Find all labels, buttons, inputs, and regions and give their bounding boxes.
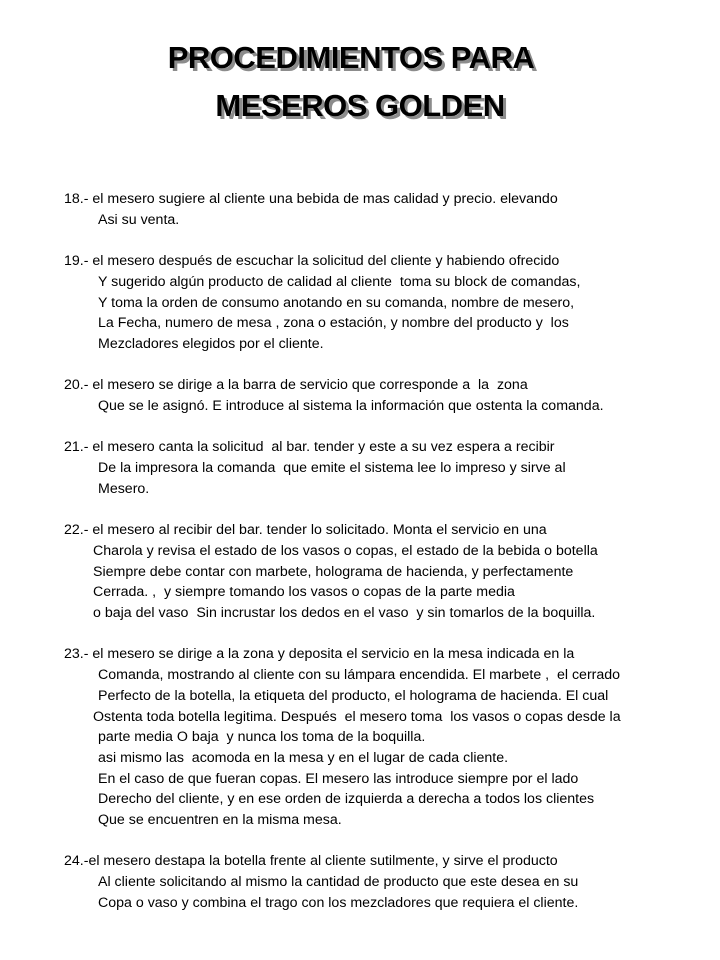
procedure-line: De la impresora la comanda que emite el sistema lee lo impreso y sirve al [98, 460, 566, 477]
procedure-item-18 [64, 189, 704, 230]
procedure-line: 18.- el mesero sugiere al cliente una bebida de mas calidad y precio. elevando [64, 191, 558, 207]
procedure-line: Al cliente solicitando al mismo la cantidad de producto que este desea en su [98, 874, 579, 891]
procedure-line: La Fecha, numero de mesa , zona o estación, y nombre del producto y los [98, 315, 569, 332]
procedure-line: parte media O baja y nunca los toma de la boquilla. [98, 729, 426, 746]
procedure-item-23 [64, 644, 704, 830]
procedure-line: o baja del vaso Sin incrustar los dedos en el vaso y sin tomarlos de la boquilla. [93, 605, 596, 621]
procedure-list [64, 189, 704, 934]
procedure-line: 24.-el mesero destapa la botella frente al cliente sutilmente, y sirve el producto [64, 853, 558, 870]
procedure-item-21 [64, 437, 704, 499]
procedure-item-22 [64, 520, 704, 624]
procedure-line: asi mismo las acomoda en la mesa y en el lugar de cada cliente. [98, 749, 509, 766]
procedure-line: Copa o vaso y combina el trago con los mezcladores que requiera el cliente. [98, 894, 579, 911]
procedure-line: Cerrada. , y siempre tomando los vasos o copas de la parte media [93, 584, 515, 601]
procedure-line: Mezcladores elegidos por el cliente. [98, 335, 324, 352]
procedure-line: Comanda, mostrando al cliente con su lámpara encendida. El marbete , el cerrado [98, 667, 621, 684]
procedure-line: Y sugerido algún producto de calidad al cliente toma su block de comandas, [98, 273, 581, 290]
procedure-line: 20.- el mesero se dirige a la barra de servicio que corresponde a la zona [64, 377, 528, 394]
procedure-line: 23.- el mesero se dirige a la zona y deposita el servicio en la mesa indicada en la [64, 646, 575, 663]
procedure-line: Que se encuentren en la misma mesa. [98, 812, 342, 829]
page-title [0, 34, 720, 130]
procedure-line: En el caso de que fueran copas. El mesero las introduce siempre por el lado [98, 770, 579, 787]
procedure-line: 21.- el mesero canta la solicitud al bar. tender y este a su vez espera a recibir [64, 439, 555, 456]
procedure-line: Perfecto de la botella, la etiqueta del producto, el holograma de hacienda. El cual [98, 687, 609, 704]
procedure-line: 22.- el mesero al recibir del bar. tender lo solicitado. Monta el servicio en una [64, 522, 547, 539]
procedure-item-20 [64, 375, 704, 416]
title-line-1: PROCEDIMIENTOS PARA [167, 40, 535, 75]
procedure-line: Mesero. [98, 480, 150, 497]
procedure-line: Y toma la orden de consumo anotando en su comanda, nombre de mesero, [98, 294, 575, 311]
procedure-item-24 [64, 851, 704, 913]
procedure-item-19 [64, 251, 704, 355]
procedure-line: Derecho del cliente, y en ese orden de izquierda a derecha a todos los clientes [98, 791, 595, 808]
procedure-line: Asi su venta. [98, 211, 180, 228]
title-line-2: MESEROS GOLDEN [215, 88, 505, 123]
procedure-line: Que se le asignó. E introduce al sistema la información que ostenta la comanda. [98, 398, 604, 414]
procedure-line: Ostenta toda botella legitima. Después el mesero toma los vasos o copas desde la [93, 708, 621, 725]
procedure-line: Siempre debe contar con marbete, holograma de hacienda, y perfectamente [93, 563, 574, 580]
procedure-line: 19.- el mesero después de escuchar la solicitud del cliente y habiendo ofrecido [64, 253, 560, 270]
procedure-line: Charola y revisa el estado de los vasos o copas, el estado de la bebida o botella [93, 542, 598, 559]
